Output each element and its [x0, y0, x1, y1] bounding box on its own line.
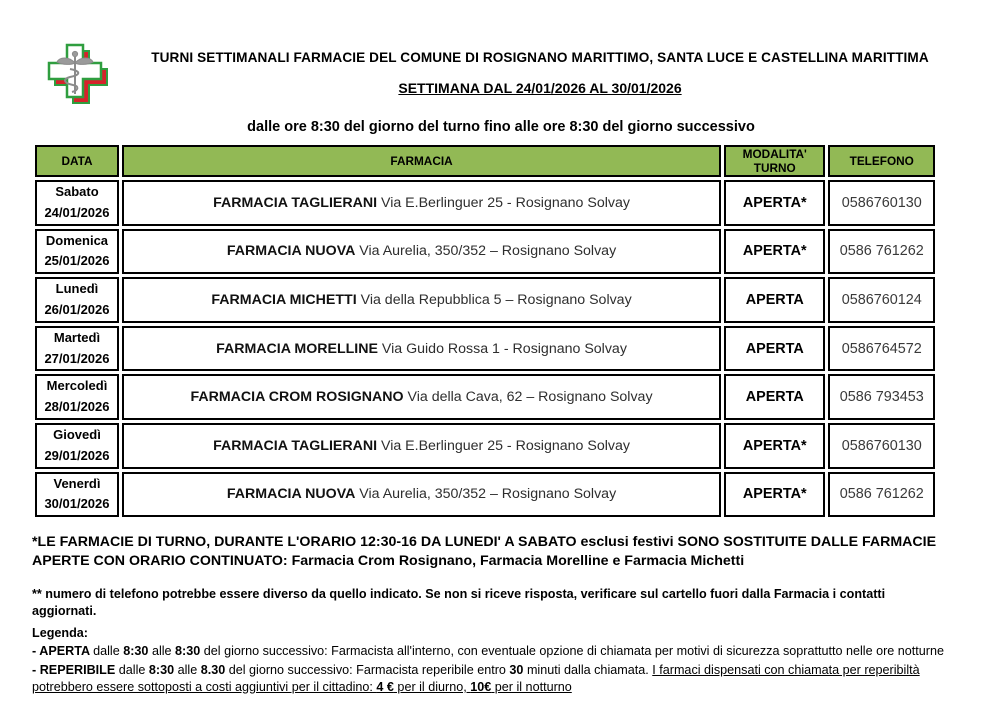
pharmacy-address: Via Aurelia, 350/352 – Rosignano Solvay — [359, 486, 617, 503]
pharmacy-cell — [122, 472, 721, 518]
table-row — [35, 472, 935, 518]
table-row — [35, 374, 935, 420]
turn-mode-cell: APERTA — [724, 326, 825, 372]
pharmacy-cross-icon — [46, 40, 110, 108]
phone-cell: 0586760124 — [828, 277, 935, 323]
turn-mode-cell: APERTA* — [724, 423, 825, 469]
pharmacy-address: Via della Repubblica 5 – Rosignano Solvay — [360, 291, 632, 308]
date-cell: Lunedì 26/01/2026 — [35, 277, 119, 323]
phone-cell: 0586 761262 — [828, 472, 935, 518]
phone-cell: 0586760130 — [828, 180, 935, 226]
table-row — [35, 326, 935, 372]
header — [32, 40, 970, 108]
column-header-farmacia: FARMACIA — [122, 145, 721, 177]
date-cell: Mercoledì 28/01/2026 — [35, 374, 119, 420]
phone-cell: 0586760130 — [828, 423, 935, 469]
header-text — [110, 40, 970, 98]
table-row — [35, 180, 935, 226]
footnote-substitution: *LE FARMACIE DI TURNO, DURANTE L'ORARIO 12:30-16 DA LUNEDI' A SABATO esclusi festivi SONO SOSTITUITE DALLE FARMACIE APERTE CON ORARIO CONTINUATO: Farmacia Crom Rosignano, Farmacia Morelline e Farmacia Michetti — [32, 534, 937, 570]
pharmacy-cell — [122, 277, 721, 323]
table-row — [35, 229, 935, 275]
pharmacy-name: FARMACIA TAGLIERANI — [213, 194, 378, 211]
table-row — [35, 423, 935, 469]
pharmacy-cell — [122, 229, 721, 275]
date-cell: Martedì 27/01/2026 — [35, 326, 119, 372]
column-header-telefono: TELEFONO — [828, 145, 935, 177]
turn-mode-cell: APERTA — [724, 277, 825, 323]
turn-mode-cell: APERTA* — [724, 472, 825, 518]
date-cell: Domenica 25/01/2026 — [35, 229, 119, 275]
phone-cell: 0586 793453 — [828, 374, 935, 420]
table-row — [35, 277, 935, 323]
column-header-modalita-turno: MODALITA' TURNO — [724, 145, 825, 177]
legend-reperibile: - REPERIBILE dalle 8:30 alle 8.30 del giorno successivo: Farmacista reperibile entro 30 minuti dalla chiamata. I farmaci dispensati con chiamata per reperibiltà potrebbero essere sottoposti a costi aggiuntivi per il cittadino: 4 € per il diurno, 10€ per il notturno — [32, 663, 920, 694]
phone-cell: 0586 761262 — [828, 229, 935, 275]
turn-mode-cell: APERTA — [724, 374, 825, 420]
date-cell: Giovedì 29/01/2026 — [35, 423, 119, 469]
pharmacy-name: FARMACIA MORELLINE — [216, 340, 378, 357]
turn-mode-cell: APERTA* — [724, 180, 825, 226]
pharmacy-cell — [122, 423, 721, 469]
turn-mode-cell: APERTA* — [724, 229, 825, 275]
hours-note: dalle ore 8:30 del giorno del turno fino alle ore 8:30 del giorno successivo — [247, 119, 755, 135]
column-header-data: DATA — [35, 145, 119, 177]
date-cell: Venerdì 30/01/2026 — [35, 472, 119, 518]
phone-cell: 0586764572 — [828, 326, 935, 372]
table-header-row — [35, 145, 935, 177]
pharmacy-name: FARMACIA NUOVA — [226, 243, 356, 260]
notes-section — [32, 533, 944, 695]
date-cell: Sabato 24/01/2026 — [35, 180, 119, 226]
pharmacy-cell — [122, 374, 721, 420]
pharmacy-address: Via Guido Rossa 1 - Rosignano Solvay — [381, 340, 627, 357]
week-subtitle: SETTIMANA DAL 24/01/2026 AL 30/01/2026 — [398, 80, 682, 96]
pharmacy-name: FARMACIA NUOVA — [226, 486, 356, 503]
pharmacy-cell — [122, 326, 721, 372]
pharmacy-name: FARMACIA TAGLIERANI — [213, 437, 378, 454]
legend-title: Legenda: — [32, 626, 88, 641]
pharmacy-address: Via della Cava, 62 – Rosignano Solvay — [407, 389, 653, 406]
schedule-table — [32, 142, 938, 520]
page-title: TURNI SETTIMANALI FARMACIE DEL COMUNE DI ROSIGNANO MARITTIMO, SANTA LUCE E CASTELLINA MARITTIMA — [151, 50, 929, 65]
footnote-phone: ** numero di telefono potrebbe essere diverso da quello indicato. Se non si riceve risposta, verificare sul cartello fuori dalla Farmacia i contatti aggiornati. — [32, 586, 886, 618]
legend-aperta: - APERTA dalle 8:30 alle 8:30 del giorno successivo: Farmacista all'interno, con eventuale opzione di chiamata per motivi di sicurezza soprattutto nelle ore notturne — [32, 644, 944, 659]
pharmacy-address: Via E.Berlinguer 25 - Rosignano Solvay — [380, 194, 630, 211]
pharmacy-name: FARMACIA MICHETTI — [211, 291, 357, 308]
pharmacy-cell — [122, 180, 721, 226]
pharmacy-address: Via Aurelia, 350/352 – Rosignano Solvay — [359, 243, 617, 260]
pharmacy-name: FARMACIA CROM ROSIGNANO — [190, 389, 404, 406]
pharmacy-address: Via E.Berlinguer 25 - Rosignano Solvay — [380, 437, 630, 454]
